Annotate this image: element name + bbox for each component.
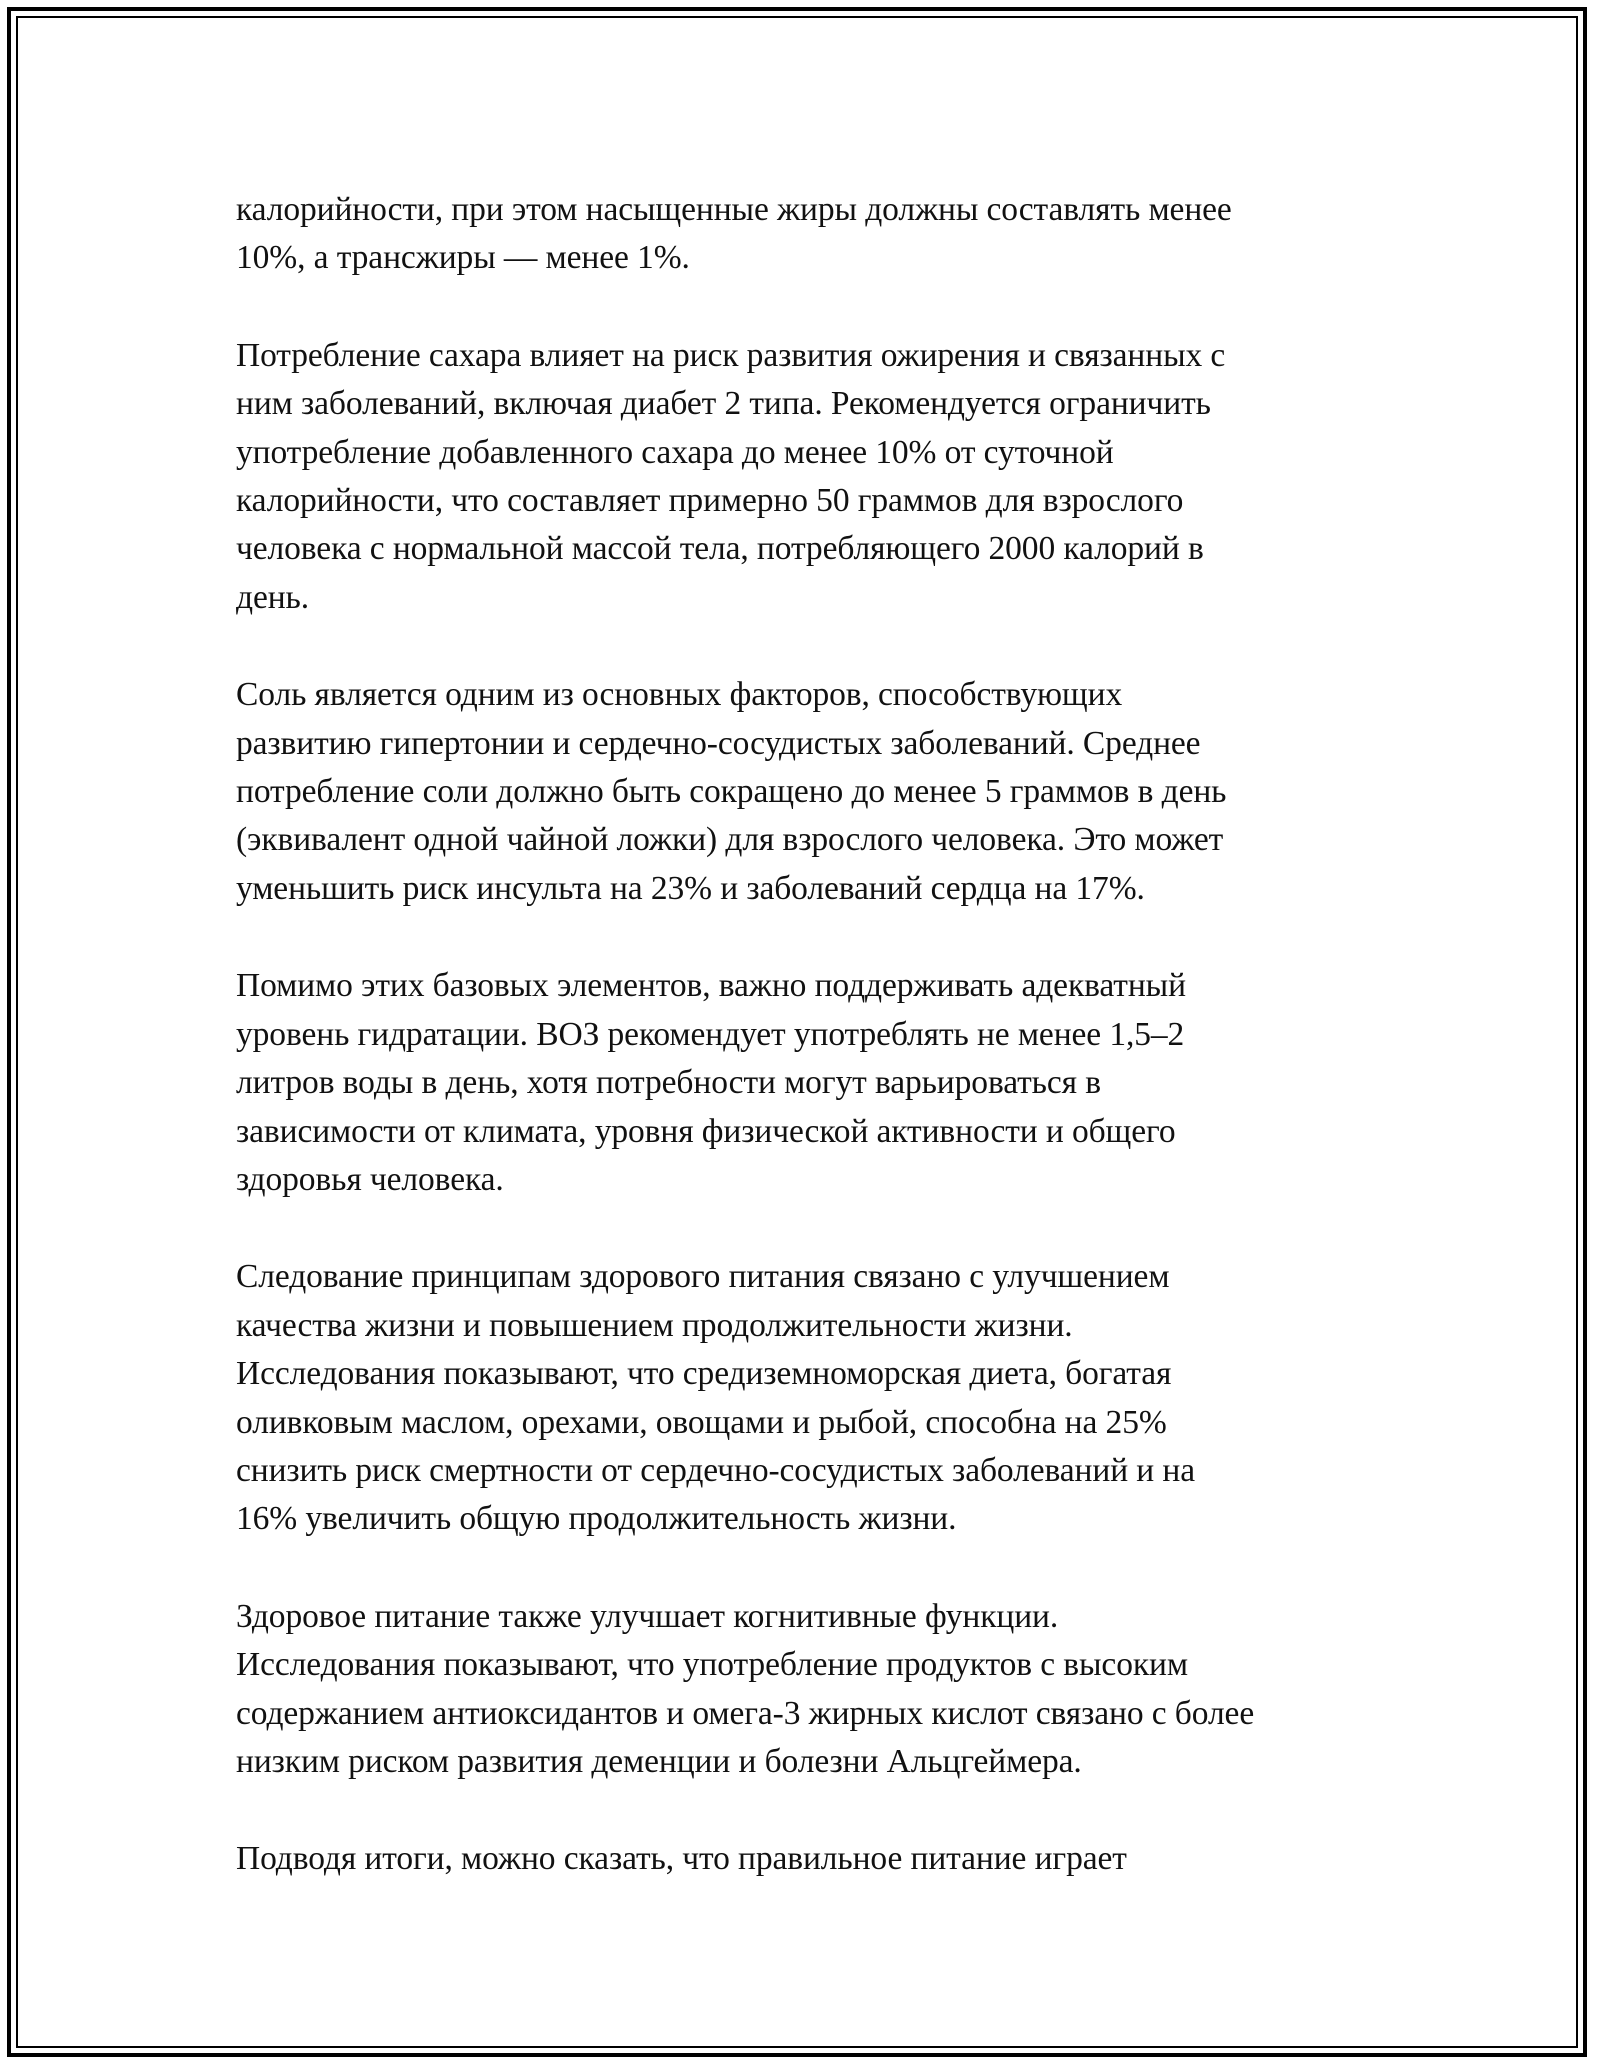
- text-line: Здоровое питание также улучшает когнитивные функции.: [236, 1597, 1059, 1635]
- text-line: калорийности, что составляет примерно 50 граммов для взрослого: [236, 482, 1184, 520]
- paragraph-salt-intake: [236, 671, 1376, 913]
- paragraph-sugar-intake: [236, 332, 1376, 622]
- text-line: 16% увеличить общую продолжительность жизни.: [236, 1500, 957, 1538]
- text-line: употребление добавленного сахара до менее 10% от суточной: [236, 433, 1114, 471]
- paragraph-summary: [236, 1835, 1376, 1883]
- text-line: Исследования показывают, что средиземноморская диета, богатая: [236, 1355, 1172, 1393]
- paragraph-life-quality: [236, 1253, 1376, 1543]
- text-line: Потребление сахара влияет на риск развития ожирения и связанных с: [236, 336, 1226, 374]
- text-line: литров воды в день, хотя потребности могут варьироваться в: [236, 1064, 1101, 1102]
- text-line: низким риском развития деменции и болезни Альцгеймера.: [236, 1742, 1082, 1780]
- text-line: качества жизни и повышением продолжительности жизни.: [236, 1306, 1073, 1344]
- paragraph-fat-intake: [236, 186, 1376, 283]
- text-line: уровень гидратации. ВОЗ рекомендует употреблять не менее 1,5–2: [236, 1015, 1185, 1053]
- text-line: 10%, а трансжиры — менее 1%.: [236, 239, 690, 277]
- text-line: Исследования показывают, что употребление продуктов с высоким: [236, 1646, 1188, 1684]
- text-line: Соль является одним из основных факторов, способствующих: [236, 676, 1123, 714]
- text-line: Помимо этих базовых элементов, важно поддерживать адекватный: [236, 967, 1186, 1005]
- text-line: содержанием антиоксидантов и омега-3 жирных кислот связано с более: [236, 1694, 1255, 1732]
- text-line: снизить риск смертности от сердечно-сосудистых заболеваний и на: [236, 1451, 1196, 1489]
- text-line: Подводя итоги, можно сказать, что правильное питание играет: [236, 1840, 1127, 1878]
- text-line: человека с нормальной массой тела, потребляющего 2000 калорий в: [236, 530, 1204, 568]
- text-line: день.: [236, 578, 309, 616]
- paragraph-hydration: [236, 962, 1376, 1204]
- text-line: калорийности, при этом насыщенные жиры должны составлять менее: [236, 191, 1232, 228]
- document-body: [236, 186, 1376, 1933]
- text-line: оливковым маслом, орехами, овощами и рыбой, способна на 25%: [236, 1403, 1167, 1441]
- text-line: потребление соли должно быть сокращено до менее 5 граммов в день: [236, 773, 1227, 811]
- paragraph-cognitive-function: [236, 1593, 1376, 1787]
- text-line: (эквивалент одной чайной ложки) для взрослого человека. Это может: [236, 821, 1224, 859]
- text-line: зависимости от климата, уровня физической активности и общего: [236, 1112, 1176, 1150]
- text-line: развитию гипертонии и сердечно-сосудистых заболеваний. Среднее: [236, 724, 1201, 762]
- text-line: здоровья человека.: [236, 1160, 504, 1198]
- text-line: Следование принципам здорового питания связано с улучшением: [236, 1258, 1170, 1296]
- text-line: ним заболеваний, включая диабет 2 типа. Рекомендуется ограничить: [236, 385, 1211, 423]
- text-line: уменьшить риск инсульта на 23% и заболеваний сердца на 17%.: [236, 869, 1145, 907]
